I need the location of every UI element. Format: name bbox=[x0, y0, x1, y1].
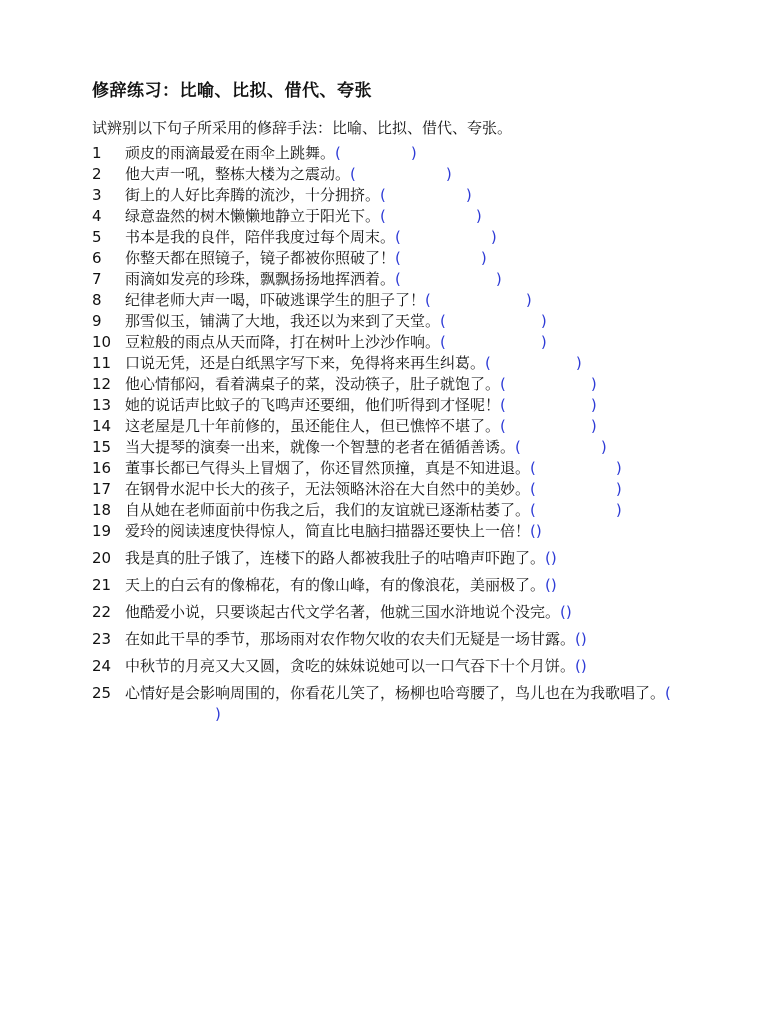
question-item bbox=[92, 185, 712, 206]
question-sentence: 他大声一吼，整栋大楼为之震动。 bbox=[125, 165, 351, 183]
question-item bbox=[92, 164, 712, 185]
question-sentence: 这老屋是几十年前修的，虽还能住人，但已憔悴不堪了。 bbox=[125, 417, 501, 435]
question-text-block bbox=[125, 416, 712, 437]
answer-paren-open: ( bbox=[530, 480, 536, 498]
question-sentence: 纪律老师大声一喝，吓破逃课学生的胆子了！ bbox=[125, 291, 426, 309]
question-number: 13 bbox=[92, 396, 112, 414]
answer-paren-open: ( bbox=[350, 165, 356, 183]
question-text-block bbox=[125, 227, 712, 248]
question-number: 17 bbox=[92, 480, 112, 498]
answer-paren-close: ) bbox=[475, 207, 482, 225]
question-number: 5 bbox=[92, 228, 102, 246]
question-number: 1 bbox=[92, 144, 102, 162]
question-item bbox=[92, 269, 712, 290]
question-item bbox=[92, 227, 712, 248]
question-sentence: 天上的白云有的像棉花，有的像山峰，有的像浪花，美丽极了。 bbox=[125, 576, 546, 594]
answer-paren-open: ( bbox=[545, 576, 551, 594]
question-sentence: 你整天都在照镜子，镜子都被你照破了！ bbox=[125, 249, 396, 267]
answer-paren-open: ( bbox=[335, 144, 341, 162]
question-item bbox=[92, 458, 712, 479]
question-item bbox=[92, 311, 712, 332]
question-item bbox=[92, 548, 712, 569]
answer-paren-close: ) bbox=[550, 576, 557, 594]
question-item bbox=[92, 437, 712, 458]
question-number: 8 bbox=[92, 291, 102, 309]
question-sentence: 书本是我的良伴，陪伴我度过每个周末。 bbox=[125, 228, 396, 246]
question-sentence: 中秋节的月亮又大又圆，贪吃的妹妹说她可以一口气吞下十个月饼。 bbox=[125, 657, 576, 675]
question-text-block bbox=[125, 269, 712, 290]
answer-paren-close: ) bbox=[600, 438, 607, 456]
question-text-block bbox=[125, 629, 712, 650]
answer-paren-open: ( bbox=[440, 312, 446, 330]
answer-paren-open: ( bbox=[395, 270, 401, 288]
question-text-block bbox=[125, 311, 712, 332]
answer-paren-open: ( bbox=[515, 438, 521, 456]
question-item bbox=[92, 683, 712, 725]
answer-paren-close: ) bbox=[580, 657, 587, 675]
page-title: 修辞练习：比喻、比拟、借代、夸张 bbox=[92, 81, 372, 101]
answer-paren-close: ) bbox=[615, 459, 622, 477]
answer-paren-close: ) bbox=[590, 417, 597, 435]
answer-paren-open: ( bbox=[500, 375, 506, 393]
question-sentence: 那雪似玉，铺满了大地，我还以为来到了天堂。 bbox=[125, 312, 441, 330]
answer-paren-open: ( bbox=[560, 603, 566, 621]
question-number: 21 bbox=[92, 576, 112, 594]
question-text-block bbox=[125, 143, 712, 164]
question-number: 24 bbox=[92, 657, 112, 675]
question-number: 19 bbox=[92, 522, 112, 540]
question-item bbox=[92, 353, 712, 374]
question-number: 20 bbox=[92, 549, 112, 567]
question-item bbox=[92, 575, 712, 596]
question-text-block bbox=[125, 458, 712, 479]
answer-paren-open: ( bbox=[395, 228, 401, 246]
question-sentence: 雨滴如发亮的珍珠，飘飘扬扬地挥洒着。 bbox=[125, 270, 396, 288]
question-item bbox=[92, 332, 712, 353]
question-sentence: 街上的人好比奔腾的流沙，十分拥挤。 bbox=[125, 186, 381, 204]
question-item bbox=[92, 602, 712, 623]
question-number: 4 bbox=[92, 207, 102, 225]
question-text-block bbox=[125, 479, 712, 500]
question-item bbox=[92, 248, 712, 269]
instruction-text: 试辨别以下句子所采用的修辞手法：比喻、比拟、借代、夸张。 bbox=[92, 119, 513, 137]
answer-paren-open: ( bbox=[500, 417, 506, 435]
question-sentence: 她的说话声比蚊子的飞鸣声还要细，他们听得到才怪呢！ bbox=[125, 396, 501, 414]
question-item bbox=[92, 479, 712, 500]
answer-paren-close: ) bbox=[615, 501, 622, 519]
question-number: 9 bbox=[92, 312, 102, 330]
question-text-block bbox=[125, 437, 712, 458]
answer-paren-close: ) bbox=[495, 270, 502, 288]
question-number: 14 bbox=[92, 417, 112, 435]
answer-paren-close: ) bbox=[480, 249, 487, 267]
question-sentence: 豆粒般的雨点从天而降，打在树叶上沙沙作响。 bbox=[125, 333, 441, 351]
answer-paren-open: ( bbox=[530, 459, 536, 477]
question-sentence: 心情好是会影响周围的，你看花儿笑了，杨柳也哈弯腰了，鸟儿也在为我歌唱了。 bbox=[125, 684, 666, 702]
question-text-block bbox=[125, 185, 712, 206]
question-text-block bbox=[125, 548, 712, 569]
question-item bbox=[92, 500, 712, 521]
answer-paren-close: ) bbox=[490, 228, 497, 246]
question-sentence: 当大提琴的演奏一出来，就像一个智慧的老者在循循善诱。 bbox=[125, 438, 516, 456]
question-number: 2 bbox=[92, 165, 102, 183]
answer-paren-close: ) bbox=[580, 630, 587, 648]
question-number: 18 bbox=[92, 501, 112, 519]
question-item bbox=[92, 143, 712, 164]
answer-paren-open: ( bbox=[425, 291, 431, 309]
question-item bbox=[92, 374, 712, 395]
question-number: 25 bbox=[92, 684, 112, 702]
question-sentence: 顽皮的雨滴最爱在雨伞上跳舞。 bbox=[125, 144, 336, 162]
question-sentence: 他酷爱小说，只要谈起古代文学名著，他就三国水浒地说个没完。 bbox=[125, 603, 561, 621]
question-number: 23 bbox=[92, 630, 112, 648]
question-text-block bbox=[125, 521, 712, 542]
question-number: 7 bbox=[92, 270, 102, 288]
answer-paren-close: ) bbox=[565, 603, 572, 621]
answer-paren-close: ) bbox=[540, 333, 547, 351]
question-sentence: 在钢骨水泥中长大的孩子，无法领略沐浴在大自然中的美妙。 bbox=[125, 480, 531, 498]
question-text-block bbox=[125, 332, 712, 353]
question-sentence: 爱玲的阅读速度快得惊人，简直比电脑扫描器还要快上一倍！ bbox=[125, 522, 531, 540]
question-text-block bbox=[125, 248, 712, 269]
question-text-block bbox=[125, 500, 712, 521]
answer-paren-close: ) bbox=[535, 522, 542, 540]
answer-paren-close: ) bbox=[550, 549, 557, 567]
answer-paren-open: ( bbox=[500, 396, 506, 414]
question-number: 11 bbox=[92, 354, 112, 372]
answer-paren-open: ( bbox=[575, 657, 581, 675]
question-item bbox=[92, 290, 712, 311]
question-number: 10 bbox=[92, 333, 112, 351]
question-sentence: 他心情郁闷，看着满桌子的菜，没动筷子，肚子就饱了。 bbox=[125, 375, 501, 393]
answer-paren-close: ) bbox=[445, 165, 452, 183]
answer-paren-close: ) bbox=[590, 375, 597, 393]
answer-paren-open: ( bbox=[545, 549, 551, 567]
question-number: 6 bbox=[92, 249, 102, 267]
question-sentence: 在如此干旱的季节，那场雨对农作物欠收的农夫们无疑是一场甘露。 bbox=[125, 630, 576, 648]
question-sentence: 董事长都已气得头上冒烟了，你还冒然顶撞，真是不知进退。 bbox=[125, 459, 531, 477]
question-text-block bbox=[125, 374, 712, 395]
question-number: 12 bbox=[92, 375, 112, 393]
answer-paren-open: ( bbox=[395, 249, 401, 267]
question-text-block bbox=[125, 656, 712, 677]
answer-paren-close: ) bbox=[615, 480, 622, 498]
answer-paren-open: ( bbox=[665, 684, 671, 702]
question-text-block bbox=[125, 602, 712, 623]
answer-paren-close: ) bbox=[575, 354, 582, 372]
answer-paren-open: ( bbox=[575, 630, 581, 648]
question-item bbox=[92, 206, 712, 227]
answer-paren-open: ( bbox=[530, 501, 536, 519]
question-item bbox=[92, 656, 712, 677]
question-text-block bbox=[125, 395, 712, 416]
question-list bbox=[92, 143, 712, 731]
question-text-block bbox=[125, 290, 712, 311]
question-number: 15 bbox=[92, 438, 112, 456]
question-sentence: 绿意盎然的树木懒懒地静立于阳光下。 bbox=[125, 207, 381, 225]
question-number: 22 bbox=[92, 603, 112, 621]
question-text-block bbox=[125, 575, 712, 596]
answer-paren-open: ( bbox=[380, 207, 386, 225]
question-item bbox=[92, 416, 712, 437]
question-sentence: 我是真的肚子饿了，连楼下的路人都被我肚子的咕噜声吓跑了。 bbox=[125, 549, 546, 567]
question-number: 16 bbox=[92, 459, 112, 477]
answer-paren-open: ( bbox=[485, 354, 491, 372]
answer-paren-close: ) bbox=[410, 144, 417, 162]
question-number: 3 bbox=[92, 186, 102, 204]
question-text-block bbox=[125, 353, 712, 374]
answer-paren-open: ( bbox=[380, 186, 386, 204]
answer-paren-close: ) bbox=[525, 291, 532, 309]
answer-paren-close: ) bbox=[215, 705, 221, 723]
question-sentence: 自从她在老师面前中伤我之后，我们的友谊就已逐渐枯萎了。 bbox=[125, 501, 531, 519]
question-text-block bbox=[125, 206, 712, 227]
answer-paren-open: ( bbox=[530, 522, 536, 540]
question-text-block bbox=[125, 164, 712, 185]
answer-paren-close: ) bbox=[465, 186, 472, 204]
question-text-block bbox=[125, 683, 712, 725]
question-item bbox=[92, 521, 712, 542]
question-item bbox=[92, 395, 712, 416]
answer-paren-close: ) bbox=[540, 312, 547, 330]
question-sentence: 口说无凭，还是白纸黑字写下来，免得将来再生纠葛。 bbox=[125, 354, 486, 372]
question-item bbox=[92, 629, 712, 650]
answer-paren-open: ( bbox=[440, 333, 446, 351]
answer-paren-close: ) bbox=[590, 396, 597, 414]
